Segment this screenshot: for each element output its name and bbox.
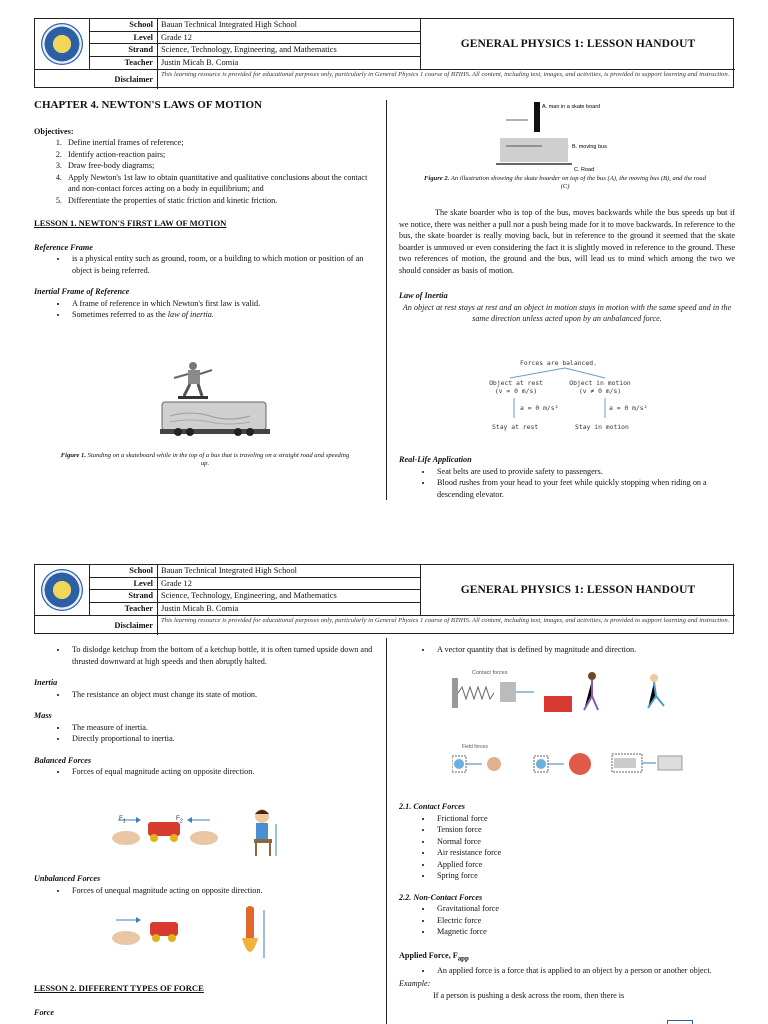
school-value: Bauan Technical Integrated High School bbox=[161, 20, 298, 29]
list-item: • Seat belts are used to provide safety to passengers. bbox=[433, 466, 735, 478]
ketchup-item: • To dislodge ketchup from the bottom of a ketchup bottle, it is often turned upside down and thrusted downward at high speeds and then abruptly halted. bbox=[68, 644, 374, 667]
level-value: Grade 12 bbox=[161, 32, 192, 42]
disclaimer-label: Disclaimer bbox=[35, 616, 158, 635]
column-divider bbox=[386, 638, 387, 1024]
figure-2-caption: Figure 2. An illustration showing the skate boarder on top of the bus (A), the moving bus (B), and the road (C) bbox=[424, 175, 706, 191]
unbalanced-forces-definition: • Forces of unequal magnitude acting on opposite direction. bbox=[68, 885, 374, 897]
applied-force-heading: Applied Force, $F_{app}$ bbox=[399, 950, 469, 963]
school-seal-icon bbox=[41, 569, 83, 611]
example-text: If a person is pushing a desk across the room, then there is bbox=[433, 990, 625, 1000]
list-item: • Applied force bbox=[433, 859, 735, 871]
rocket-launch-figure bbox=[232, 904, 272, 966]
contact-and-field-forces-figure bbox=[452, 666, 692, 786]
level-label: Level bbox=[90, 578, 158, 590]
diagram-left-accel: a = 0 m/s² bbox=[520, 404, 559, 412]
unbalanced-tug-car-figure bbox=[110, 912, 190, 948]
objective-item: 4. Apply Newton's 1st law to obtain quantitative and qualitative conclusions about the contact and non-contact forces acting on a body in equilibrium; and bbox=[64, 172, 374, 195]
inertia-term: Inertia bbox=[34, 678, 58, 687]
diagram-right-accel: a = 0 m/s² bbox=[609, 404, 648, 412]
desk-sketch bbox=[667, 1020, 693, 1024]
list-item: • Frictional force bbox=[433, 813, 735, 825]
objective-item: 3. Draw free-body diagrams; bbox=[64, 160, 374, 172]
inertia-definition: • The resistance an object must change its state of motion. bbox=[68, 689, 374, 701]
unbalanced-section bbox=[34, 865, 374, 896]
list-item: • Air resistance force bbox=[433, 847, 735, 859]
non-contact-forces-term: 2.2. Non-Contact Forces bbox=[399, 892, 483, 902]
lesson-1-heading: LESSON 1. NEWTON'S FIRST LAW OF MOTION bbox=[34, 218, 227, 228]
level-value: Grade 12 bbox=[161, 578, 192, 588]
school-logo bbox=[35, 565, 90, 615]
left-column bbox=[34, 644, 374, 778]
list-item: • Gravitational force bbox=[433, 903, 735, 915]
objective-item: 1. Define inertial frames of reference; bbox=[64, 137, 374, 149]
force-types-section bbox=[399, 793, 735, 1001]
left-column bbox=[34, 100, 374, 321]
balanced-forces-definition: • Forces of equal magnitude acting on opposite direction. bbox=[68, 766, 374, 778]
list-item: • Blood rushes from your head to your feet while quickly stopping when riding on a descending elevator. bbox=[433, 477, 735, 500]
f2-label: $F_2$ bbox=[176, 815, 183, 825]
objectives-list bbox=[34, 137, 374, 206]
reference-frame-definition: • is a physical entity such as ground, room, or a building to which motion or position of an object is being referred. bbox=[68, 253, 374, 276]
disclaimer-text: This learning resource is provided for educational purposes only, particularly in General Physics 1 course of BTIHS. All content, including text, images, and activities, is provided to support learning and instruction. bbox=[161, 617, 730, 624]
field-forces-label: Field forces bbox=[462, 744, 488, 750]
right-column bbox=[399, 207, 735, 325]
list-item: • Spring force bbox=[433, 870, 735, 882]
objective-item: 2. Identify action-reaction pairs; bbox=[64, 149, 374, 161]
list-item: • Magnetic force bbox=[433, 926, 735, 938]
contact-forces-term: 2.1. Contact Forces bbox=[399, 802, 465, 811]
skateboard-paragraph: The skate boarder who is top of the bus, moves backwards while the bus speeds up but if we notice, there was neither a pull nor a push being made for it to move backwards. In reference to the bus, the skate boarder is really moving back, but in reference to the ground it seemed that the skate boarder is unmoved or even considering the fact it is slightly moved in reference to the ground. These two references of motion, the ground and the bus, will lead us to mind which among the two we should consider as basis of motion. bbox=[399, 208, 736, 275]
disclaimer-row bbox=[35, 615, 735, 635]
school-value: Bauan Technical Integrated High School bbox=[161, 566, 298, 575]
contact-forces-list bbox=[399, 813, 735, 882]
vector-definition: • A vector quantity that is defined by magnitude and direction. bbox=[433, 644, 735, 656]
f1-label: $F_1$ bbox=[119, 815, 126, 825]
diagram-top: Forces are balanced. bbox=[520, 359, 597, 367]
contact-forces-label: Contact forces bbox=[472, 670, 508, 676]
header-info-table bbox=[90, 565, 420, 615]
list-item: • The measure of inertia. bbox=[68, 722, 374, 734]
list-item: • Sometimes referred to as the law of inertia. bbox=[68, 309, 374, 321]
page-header bbox=[34, 564, 734, 634]
inertial-frame-list bbox=[34, 298, 374, 321]
header-info-table bbox=[90, 19, 420, 69]
disclaimer-text: This learning resource is provided for educational purposes only, particularly in General Physics 1 course of BTIHS. All content, including text, images, and activities, is provided to support learning and instruction. bbox=[161, 71, 730, 78]
inertial-frame-term: Inertial Frame of Reference bbox=[34, 287, 130, 296]
level-label: Level bbox=[90, 32, 158, 44]
lesson-2-section bbox=[34, 983, 374, 1018]
force-term: Force bbox=[34, 1007, 55, 1017]
balanced-forces-term: Balanced Forces bbox=[34, 755, 92, 765]
diagram-right-result: Stay in motion bbox=[575, 423, 629, 431]
school-seal-icon bbox=[41, 23, 83, 65]
balanced-tug-car-figure bbox=[110, 812, 220, 848]
handout-page-2 bbox=[0, 556, 768, 1024]
page-header bbox=[34, 18, 734, 88]
list-item: • Electric force bbox=[433, 915, 735, 927]
diagram-left-result: Stay at rest bbox=[492, 423, 539, 431]
strand-label: Strand bbox=[90, 590, 158, 602]
figure-1-skateboarder-bus bbox=[160, 358, 270, 440]
figure-1-caption: Figure 1. Standing on a skateboard while in the top of a bus that is traveling on a straight road and speeding up. bbox=[60, 452, 350, 468]
teacher-label: Teacher bbox=[90, 603, 158, 616]
real-life-section bbox=[399, 446, 735, 500]
handout-title: GENERAL PHYSICS 1: LESSON HANDOUT bbox=[420, 565, 735, 615]
diagram-left-title: Object at rest (v = 0 m/s) bbox=[489, 379, 543, 395]
right-column bbox=[399, 644, 735, 656]
non-contact-forces-list bbox=[399, 903, 735, 938]
fig2-label-a: A. man in a skate board bbox=[542, 104, 601, 110]
example-label: Example: bbox=[399, 979, 431, 989]
real-life-term: Real-Life Application bbox=[399, 455, 472, 464]
teacher-value: Justin Micah B. Comia bbox=[161, 57, 239, 67]
fig2-label-c: C. Road bbox=[574, 167, 595, 173]
objectives-heading: Objectives: bbox=[34, 126, 74, 136]
list-item: • Tension force bbox=[433, 824, 735, 836]
strand-value: Science, Technology, Engineering, and Mathematics bbox=[161, 45, 337, 54]
school-label: School bbox=[90, 565, 158, 577]
objective-item: 5. Differentiate the properties of static friction and kinetic friction. bbox=[64, 195, 374, 207]
chapter-title: CHAPTER 4. NEWTON'S LAWS OF MOTION bbox=[34, 99, 262, 111]
sitting-child-figure bbox=[248, 806, 282, 862]
mass-term: Mass bbox=[34, 711, 52, 720]
list-item: • Directly proportional to inertia. bbox=[68, 733, 374, 745]
figure-2-illustration bbox=[496, 98, 616, 174]
list-item: • Normal force bbox=[433, 836, 735, 848]
lesson-2-heading: LESSON 2. DIFFERENT TYPES OF FORCE bbox=[34, 983, 204, 993]
teacher-value: Justin Micah B. Comia bbox=[161, 603, 239, 613]
column-divider bbox=[386, 100, 387, 500]
disclaimer-label: Disclaimer bbox=[35, 70, 158, 89]
diagram-right-title: Object in motion (v ≠ 0 m/s) bbox=[569, 379, 631, 395]
strand-value: Science, Technology, Engineering, and Mathematics bbox=[161, 591, 337, 600]
disclaimer-row bbox=[35, 69, 735, 89]
unbalanced-forces-term: Unbalanced Forces bbox=[34, 874, 101, 883]
school-logo bbox=[35, 19, 90, 69]
list-item: • A frame of reference in which Newton's first law is valid. bbox=[68, 298, 374, 310]
strand-label: Strand bbox=[90, 44, 158, 56]
law-of-inertia-statement: An object at rest stays at rest and an object in motion stays in motion with the same speed and in the same direction unless acted upon by an unbalanced force. bbox=[402, 302, 732, 323]
teacher-label: Teacher bbox=[90, 57, 158, 70]
law-of-inertia-italic: law of inertia. bbox=[167, 310, 214, 319]
law-of-inertia-term: Law of Inertia bbox=[399, 291, 448, 300]
reference-frame-term: Reference Frame bbox=[34, 242, 93, 252]
applied-force-definition: • An applied force is a force that is applied to an object by a person or another object. bbox=[433, 965, 735, 977]
fig2-label-b: B. moving bus bbox=[572, 144, 607, 150]
handout-title: GENERAL PHYSICS 1: LESSON HANDOUT bbox=[420, 19, 735, 69]
school-label: School bbox=[90, 19, 158, 31]
